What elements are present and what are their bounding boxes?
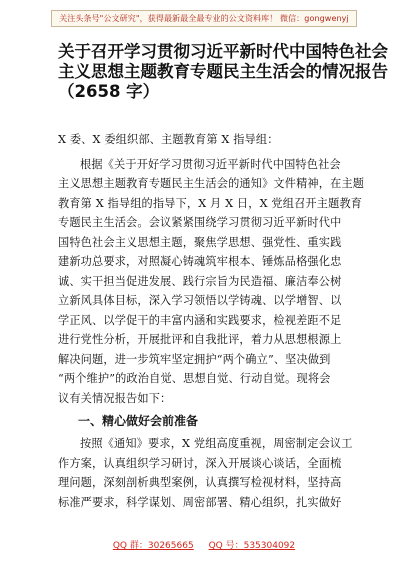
document-body xyxy=(58,130,365,512)
paragraph-line: 议有关情况报告如下： xyxy=(58,391,172,405)
paragraph-line: 理问题，深刻剖析典型案例，认真撰写检视材料，坚持高 xyxy=(58,476,342,489)
section-paragraph xyxy=(58,434,358,512)
paragraph-line: 诚、实干担当促进发展、践行宗旨为民造福、廉洁奉公树 xyxy=(58,274,342,288)
footer-contacts xyxy=(0,538,408,551)
footer-qq-group: QQ 群：30265665 xyxy=(112,541,194,551)
paragraph-line: 建新功总要求，对照凝心铸魂筑牢根本、锤炼品格强化忠 xyxy=(58,255,342,268)
title-line: 主义思想主题教育专题民主生活会的情况报告 xyxy=(58,62,388,81)
paragraph-line: 根据《关于开好学习贯彻习近平新时代中国特色社会 xyxy=(80,157,341,171)
paragraph-line: 专题民主生活会。会议紧紧围绕学习贯彻习近平新时代中 xyxy=(58,216,342,229)
paragraph-line: 按照《通知》要求，X 党组高度重视，周密制定会议工 xyxy=(80,437,353,450)
paragraph-line: 主义思想主题教育专题民主生活会的通知》文件精神，在主题 xyxy=(58,177,365,190)
paragraph-line: 解决问题，进一步筑牢坚定拥护“两个确立”、坚决做到 xyxy=(58,352,331,366)
header-banner: 关注头条号"公文研究"，获得最新最全最专业的公文资料库！ 微信：gongwenyj xyxy=(51,10,357,27)
paragraph-line: 标准严要求，科学谋划、周密部署、精心组织，扎实做好 xyxy=(58,495,342,509)
paragraph-line: 教育第 X 指导组的指导下，X 月 X 日，X 党组召开主题教育 xyxy=(58,196,363,210)
addressee: X 委、X 委组织部、主题教育第 X 指导组： xyxy=(58,133,279,146)
paragraph-line: “两个维护”的政治自觉、思想自觉、行动自觉。现将会 xyxy=(58,372,331,385)
paragraph-line: 学正风、以学促干的丰富内涵和实践要求，检视差距不足 xyxy=(58,313,342,327)
section-heading: 一、精心做好会前准备 xyxy=(78,414,199,428)
intro-paragraph xyxy=(58,155,365,409)
paragraph-line: 国特色社会主义思想主题，聚焦学思想、强党性、重实践 xyxy=(58,235,342,249)
title-line: （2658 字） xyxy=(58,82,160,101)
paragraph-line: 立新风具体目标，深入学习领悟以学铸魂、以学增智、以 xyxy=(58,294,342,307)
paragraph-line: 作方案，认真组织学习研讨，深入开展谈心谈话，全面梳 xyxy=(58,456,342,470)
header-banner-wrap xyxy=(0,6,408,27)
document-title xyxy=(58,42,388,102)
footer-qq-number: QQ 号：535304092 xyxy=(208,541,296,551)
title-line: 关于召开学习贯彻习近平新时代中国特色社会 xyxy=(58,42,388,61)
paragraph-line: 进行党性分析，开展批评和自我批评，着力从思想根源上 xyxy=(58,333,342,346)
